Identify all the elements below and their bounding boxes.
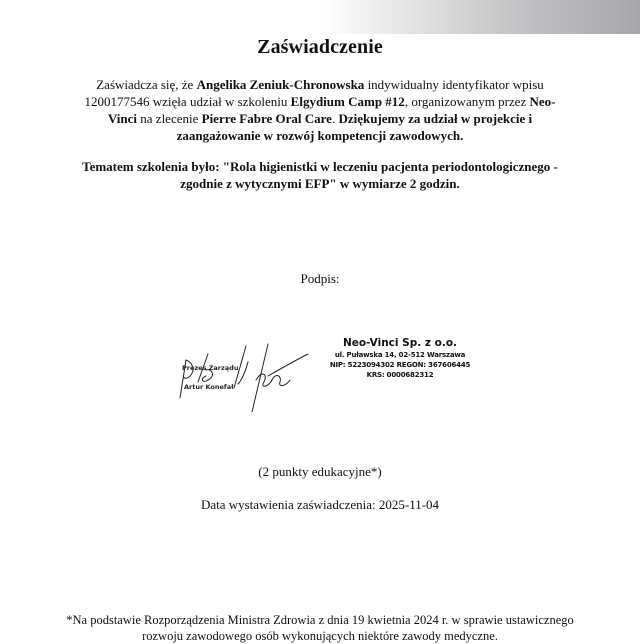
education-points: (2 punkty edukacyjne*) [258,464,382,479]
signature-label: Podpis: [300,271,340,286]
signatory-name: Artur Konefał [184,383,234,391]
organizer-name: Neo-Vinci [107,94,556,126]
thanks-text: Dziękujemy za udział w projekcie i zaangażowanie w rozwój kompetencji zawodowych. [176,111,533,143]
body-text: , organizowanym przez [404,94,530,109]
handwritten-signature [172,340,312,412]
body-text: . [331,111,339,126]
training-name: Elgydium Camp #12 [290,94,405,109]
body-text: Zaświadcza się, że [96,77,197,92]
signature-scribble-icon [172,340,312,412]
stamp-tax-ids: NIP: 5223094302 REGON: 367606445 [329,361,471,369]
participant-name: Angelika Zeniuk-Chronowska [196,77,365,92]
legal-footnote: *Na podstawie Rozporządzenia Ministra Zdrowia z dnia 19 kwietnia 2024 r. w sprawie ustawicznego rozwoju zawodowego osób wykonujących niektóre zawody medyczne. [66,613,574,643]
signatory-role: Prezes Zarządu [182,364,239,372]
header-gradient-bar [320,0,640,34]
stamp-company-name: Neo-Vinci Sp. z o.o. [342,337,458,349]
company-stamp [320,336,480,380]
stamp-krs: KRS: 0000682312 [366,371,434,379]
body-text: indywidualny identyfikator wpisu 1200177546 wzięła udział w szkoleniu [84,77,544,109]
issue-date: Data wystawienia zaświadczenia: 2025-11-04 [200,497,440,512]
training-topic: Tematem szkolenia było: "Rola higienistki w leczeniu pacjenta periodontologicznego - zgodnie z wytycznymi EFP" w wymiarze 2 godzin. [82,159,558,191]
body-text: na zlecenie [137,111,202,126]
certificate-body [70,76,570,144]
document-title: Zaświadczenie [257,36,383,58]
sponsor-name: Pierre Fabre Oral Care [201,111,332,126]
stamp-address: ul. Puławska 14, 02-512 Warszawa [334,351,466,359]
